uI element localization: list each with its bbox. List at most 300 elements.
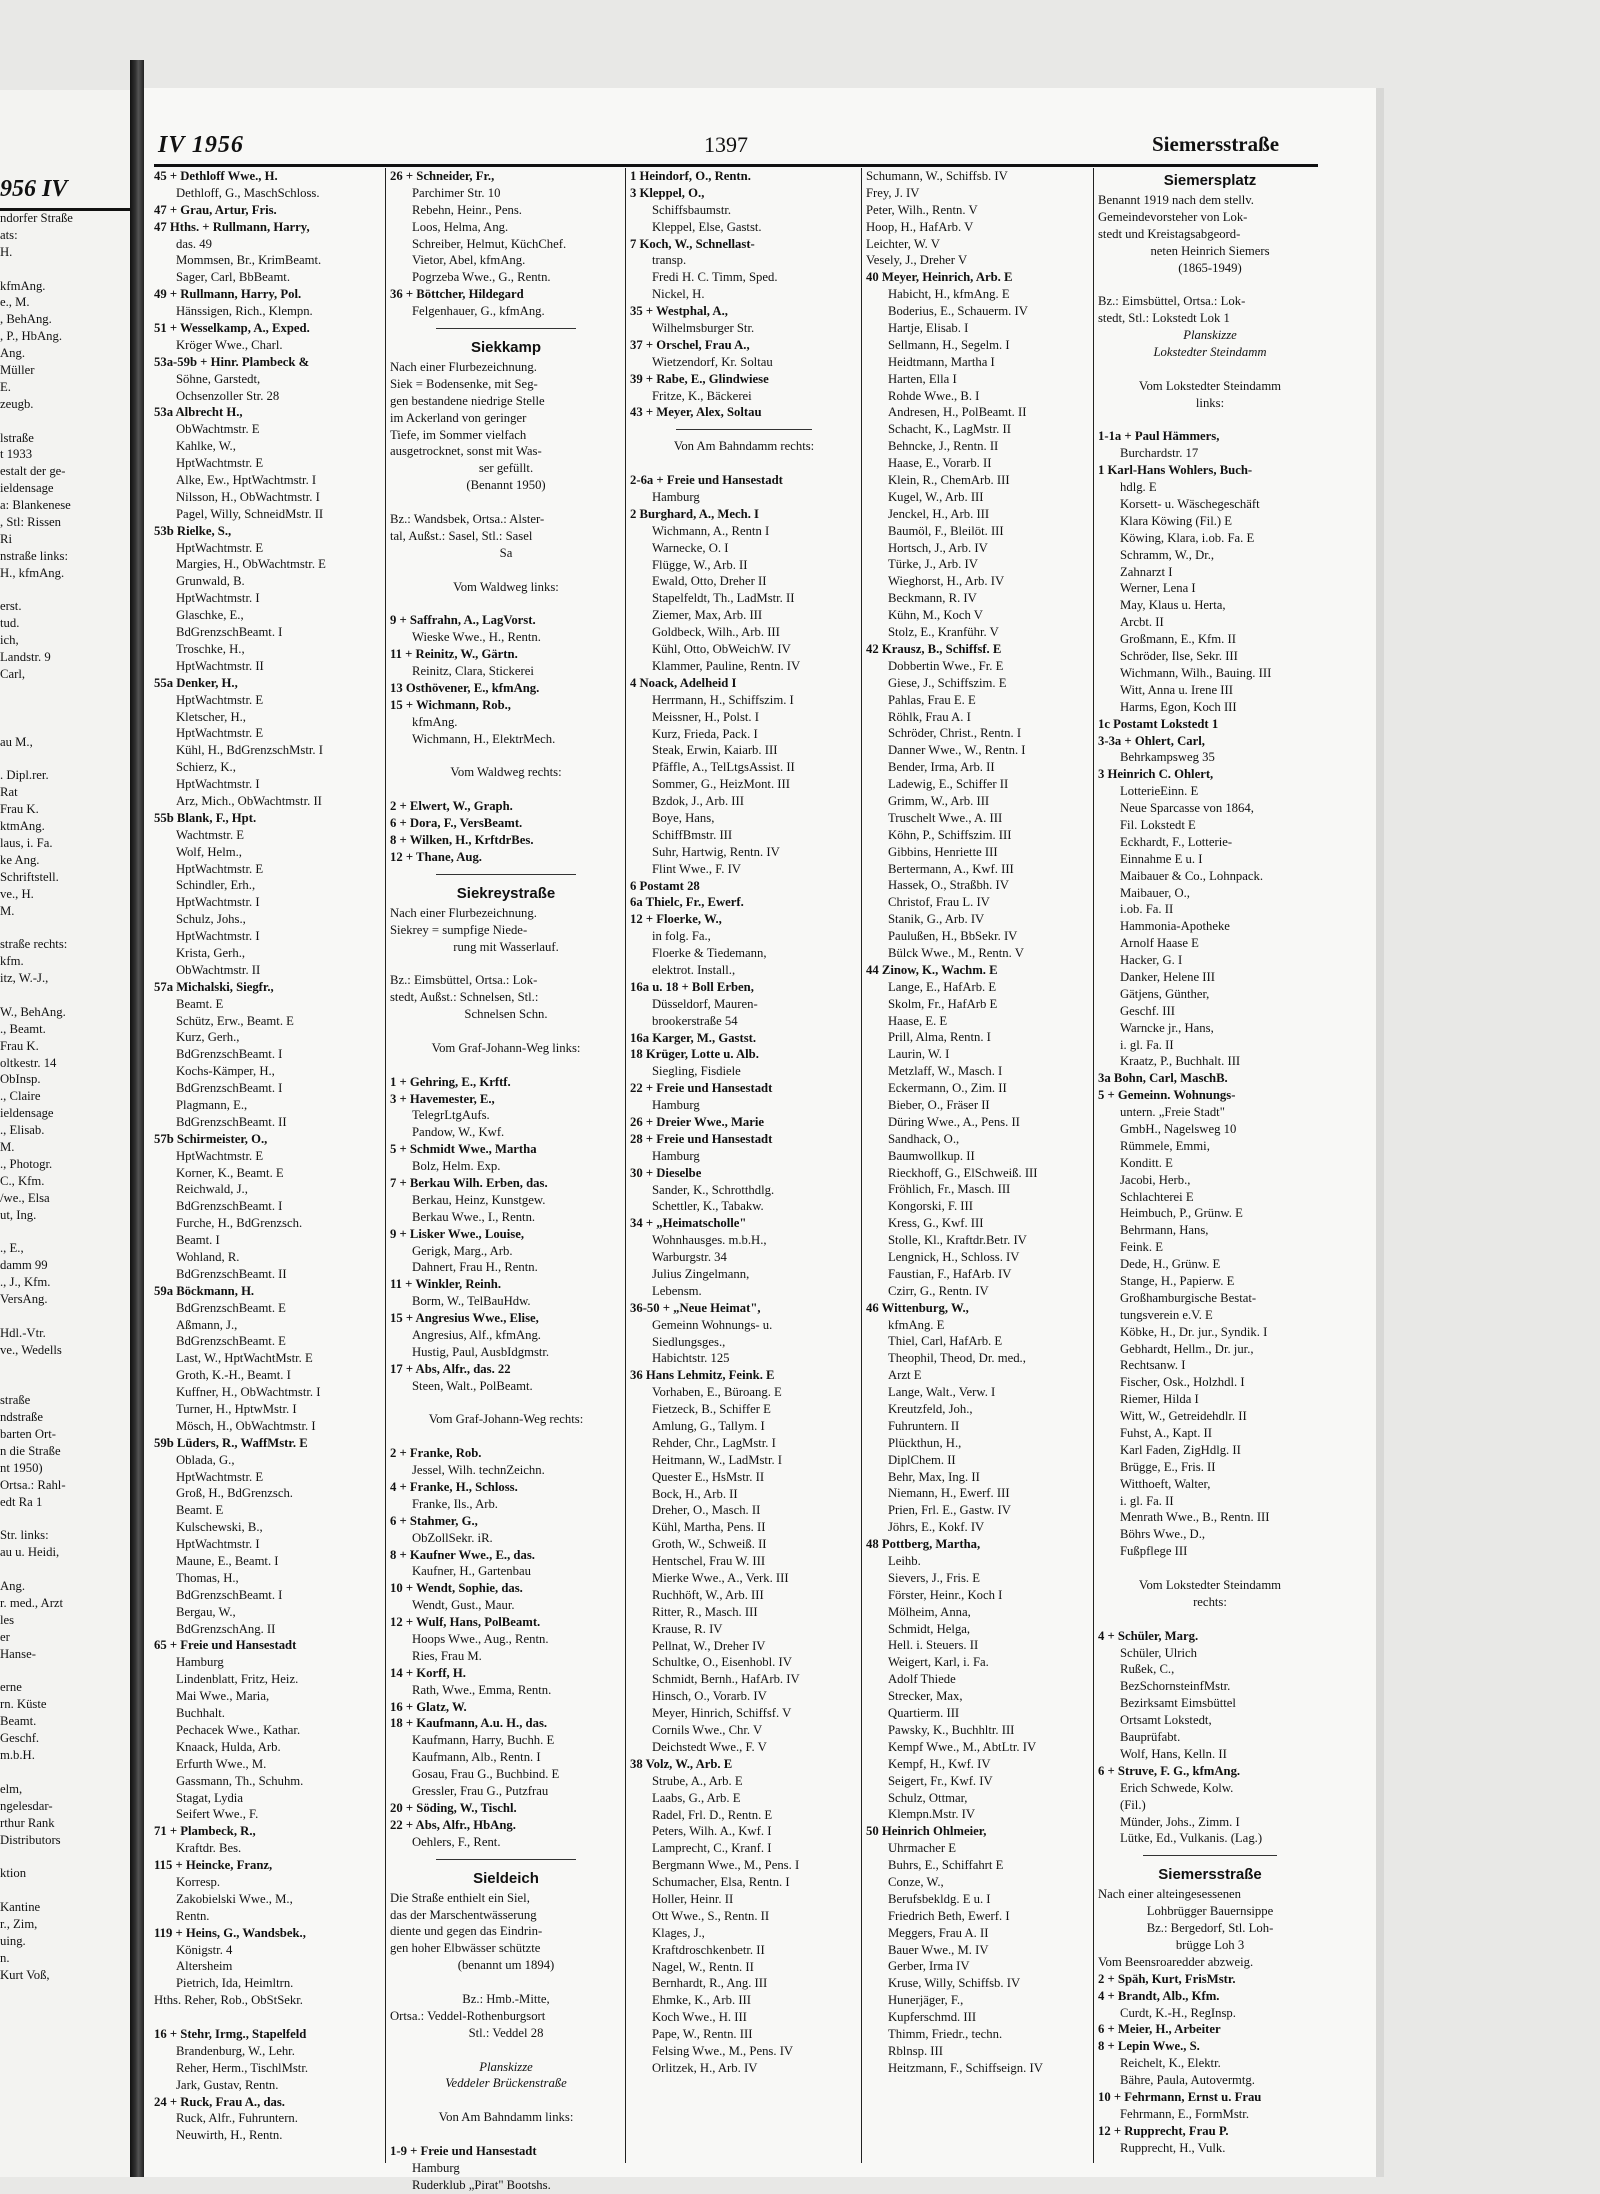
resident-line: Einnahme E u. I: [1120, 851, 1203, 866]
resident-line: Ruck, Alfr., Fuhruntern.: [176, 2111, 298, 2126]
resident-line: Riemer, Hilda I: [1120, 1392, 1199, 1407]
resident-line: Ehmke, K., Arb. III: [652, 1993, 752, 2008]
directory-entry: 38 Volz, W., Arb. E: [630, 1756, 733, 1771]
resident-line: Klages, J.,: [652, 1925, 705, 1940]
directory-entry: gen bestandene niedrige Stelle: [390, 393, 545, 408]
directory-entry: 12 + Floerke, W.,: [630, 912, 722, 927]
resident-line: LotterieEinn. E: [1120, 784, 1199, 799]
directory-entry: [390, 2126, 622, 2143]
resident-line: Grimm, W., Arb. III: [888, 793, 990, 808]
resident-line: HptWachtmstr. I: [176, 1537, 260, 1552]
page-edge: [1376, 88, 1384, 2177]
directory-entry: 2 + Franke, Rob.: [390, 1446, 482, 1461]
resident-line: Rechtsanw. I: [1120, 1358, 1186, 1373]
resident-line: Hell. i. Steuers. II: [888, 1638, 979, 1653]
previous-page-line: r., Zim,: [0, 1916, 38, 1931]
resident-line: Bergmann Wwe., M., Pens. I: [652, 1858, 800, 1873]
previous-page-line: straße: [0, 1393, 31, 1408]
directory-entry: 50 Heinrich Ohlmeier,: [866, 1824, 987, 1839]
resident-line: Pandow, W., Kwf.: [412, 1125, 505, 1140]
resident-line: Quartierm. III: [888, 1706, 960, 1721]
resident-line: Meggers, Frau A. II: [888, 1925, 989, 1940]
resident-line: Rblnsp. III: [888, 2043, 943, 2058]
directory-entry: 36-50 + „Neue Heimat",: [630, 1300, 761, 1315]
previous-page-line: erne: [0, 1680, 22, 1695]
previous-page-line: ktion: [0, 1866, 27, 1881]
resident-line: Geschf. III: [1120, 1003, 1175, 1018]
section-separator: [436, 1859, 575, 1860]
previous-page-line: au u. Heidi,: [0, 1545, 60, 1560]
resident-line: Ziemer, Max, Arb. III: [652, 608, 763, 623]
resident-line: Fuhruntern. II: [888, 1418, 960, 1433]
resident-line: Gibbins, Henriette III: [888, 844, 998, 859]
resident-line: Prill, Alma, Rentn. I: [888, 1030, 991, 1045]
resident-line: Köbke, H., Dr. jur., Syndik. I: [1120, 1324, 1268, 1339]
resident-line: HptWachtmstr. I: [176, 777, 260, 792]
resident-line: Giese, J., Schiffszim. E: [888, 675, 1007, 690]
previous-page-line: Ang.: [0, 346, 26, 361]
directory-entry: 9 + Saffrahn, A., LagVorst.: [390, 613, 536, 628]
resident-line: Seigert, Fr., Kwf. IV: [888, 1773, 993, 1788]
resident-line: Schulz, Ottmar,: [888, 1790, 968, 1805]
resident-line: Oblada, G.,: [176, 1452, 235, 1467]
section-note: ser gefüllt.: [478, 461, 534, 476]
resident-line: Radel, Frl. D., Rentn. E: [652, 1807, 773, 1822]
previous-page-line: [0, 1561, 73, 1578]
directory-entry: 3 + Havemester, E.,: [390, 1091, 495, 1106]
resident-line: Furche, H., BdGrenzsch.: [176, 1216, 303, 1231]
resident-line: HptWachtmstr. II: [176, 658, 264, 673]
resident-line: Rußek, C.,: [1120, 1662, 1175, 1677]
directory-entry: Nach einer alteingesessenen: [1098, 1887, 1242, 1902]
resident-line: Menrath Wwe., B., Rentn. III: [1120, 1510, 1270, 1525]
directory-entry: ausgetrocknet, sonst mit Was-: [390, 444, 542, 459]
previous-page-line: [0, 700, 73, 717]
directory-entry: 5 + Schmidt Wwe., Martha: [390, 1142, 537, 1157]
resident-line: Habichtstr. 125: [652, 1351, 730, 1366]
previous-page-line: [0, 1663, 73, 1680]
resident-line: Behrmann, Hans,: [1120, 1223, 1209, 1238]
resident-line: Ruderklub „Pirat" Bootshs.: [412, 2177, 551, 2192]
directory-entry: 65 + Freie und Hansestadt: [154, 1638, 297, 1653]
page-number: 1397: [704, 132, 748, 157]
resident-line: Warncke jr., Hans,: [1120, 1020, 1214, 1035]
previous-page-line: e., M.: [0, 295, 30, 310]
previous-page-line: straße rechts:: [0, 937, 68, 952]
directory-entry: Bz.: Wandsbek, Ortsa.: Alster-: [390, 512, 545, 527]
resident-line: Bertermann, A., Kwf. III: [888, 861, 1014, 876]
resident-line: Bergau, W.,: [176, 1604, 236, 1619]
directory-entry: 1-1a + Paul Hämmers,: [1098, 429, 1220, 444]
previous-page-line: laus, i. Fa.: [0, 835, 53, 850]
resident-line: Reinitz, Clara, Stickerei: [412, 664, 534, 679]
resident-line: Warburgstr. 34: [652, 1250, 727, 1265]
directory-entry: 6 Postamt 28: [630, 878, 700, 893]
previous-page-line: Hdl.-Vtr.: [0, 1325, 46, 1340]
resident-line: Kochs-Kämper, H.,: [176, 1064, 275, 1079]
resident-line: i.ob. Fa. II: [1120, 902, 1174, 917]
previous-page-line: Ortsa.: Rahl-: [0, 1477, 66, 1492]
previous-page-line: [0, 1764, 73, 1781]
directory-entry: [390, 1023, 622, 1040]
directory-entry: 37 + Orschel, Frau A.,: [630, 337, 750, 352]
column-divider: [861, 168, 862, 2163]
previous-page-line: estalt der ge-: [0, 464, 66, 479]
directory-entry: [1098, 1611, 1322, 1628]
resident-line: Schütz, Erw., Beamt. E: [176, 1013, 294, 1028]
resident-line: Adolf Thiede: [888, 1672, 956, 1687]
resident-line: Herrmann, H., Schiffszim. I: [652, 692, 794, 707]
resident-line: Stanik, G., Arb. IV: [888, 912, 985, 927]
resident-line: Buhrs, E., Schiffahrt E: [888, 1858, 1004, 1873]
resident-line: Kröger Wwe., Charl.: [176, 337, 283, 352]
resident-line: Gerigk, Marg., Arb.: [412, 1243, 513, 1258]
resident-line: Fischer, Osk., Holzhdl. I: [1120, 1375, 1245, 1390]
resident-line: Kruse, Willy, Schiffsb. IV: [888, 1976, 1021, 1991]
previous-page-line: [0, 1375, 73, 1392]
resident-line: Pagel, Willy, SchneidMstr. II: [176, 506, 324, 521]
resident-line: Rupprecht, H., Vulk.: [1120, 2140, 1226, 2155]
directory-entry: 57a Michalski, Siegfr.,: [154, 979, 274, 994]
resident-line: Schultke, O., Eisenhobl. IV: [652, 1655, 792, 1670]
previous-page-line: [0, 987, 73, 1004]
resident-line: Gätjens, Günther,: [1120, 986, 1210, 1001]
directory-entry: 4 + Brandt, Alb., Kfm.: [1098, 1988, 1220, 2003]
resident-line: Hamburg: [652, 490, 700, 505]
resident-line: Mösch, H., ObWachtmstr. I: [176, 1418, 316, 1433]
resident-line: Schulz, Johs.,: [176, 912, 246, 927]
resident-line: Kühl, Martha, Pens. II: [652, 1520, 766, 1535]
resident-line: Leihb.: [888, 1554, 921, 1569]
resident-line: Korner, K., Beamt. E: [176, 1165, 284, 1180]
previous-page-line: nt 1950): [0, 1460, 43, 1475]
directory-entry: [390, 2092, 622, 2109]
resident-line: Wolf, Hans, Kelln. II: [1120, 1746, 1227, 1761]
previous-page-line: H.: [0, 244, 13, 259]
resident-line: Wieghorst, H., Arb. IV: [888, 574, 1005, 589]
resident-line: Suhr, Hartwig, Rentn. IV: [652, 844, 780, 859]
resident-line: Wohnhausges. m.b.H.,: [652, 1233, 767, 1248]
resident-line: Hamburg: [652, 1098, 700, 1113]
directory-entry: 10 + Wendt, Sophie, das.: [390, 1581, 523, 1596]
resident-line: Goldbeck, Wilh., Arb. III: [652, 625, 780, 640]
resident-line: Dobbertin Wwe., Fr. E: [888, 658, 1004, 673]
resident-line: Münder, Johs., Zimm. I: [1120, 1814, 1240, 1829]
previous-page-line: [0, 413, 73, 430]
resident-line: Aßmann, J.,: [176, 1317, 238, 1332]
directory-page: [144, 88, 1376, 2192]
resident-line: Fehrmann, E., FormMstr.: [1120, 2106, 1249, 2121]
directory-entry: 11 + Winkler, Reinh.: [390, 1277, 501, 1292]
section-note: Vom Waldweg links:: [453, 579, 559, 594]
resident-line: Strube, A., Arb. E: [652, 1773, 743, 1788]
resident-line: Plückthun, H.,: [888, 1435, 962, 1450]
directory-entry: 59a Böckmann, H.: [154, 1283, 255, 1298]
resident-line: Maune, E., Beamt. I: [176, 1554, 279, 1569]
directory-entry: 7 Koch, W., Schnellast-: [630, 236, 755, 251]
resident-line: Bieber, O., Fräser II: [888, 1097, 990, 1112]
resident-line: Niemann, H., Ewerf. III: [888, 1486, 1010, 1501]
resident-line: Hamburg: [652, 1148, 700, 1163]
resident-line: Margies, H., ObWachtmstr. E: [176, 557, 326, 572]
directory-entry: 119 + Heins, G., Wandsbek.,: [154, 1925, 306, 1940]
directory-entry: 11 + Reinitz, W., Gärtn.: [390, 647, 518, 662]
directory-entry: 15 + Angresius Wwe., Elise,: [390, 1311, 539, 1326]
resident-line: Kaufmann, Harry, Buchh. E: [412, 1733, 555, 1748]
directory-entry: 26 + Schneider, Fr.,: [390, 169, 495, 183]
directory-entry: 22 + Abs, Alfr., HbAng.: [390, 1817, 516, 1832]
directory-entry: 45 + Dethloff Wwe., H.: [154, 169, 278, 183]
directory-entry: das der Marschentwässerung: [390, 1907, 537, 1922]
directory-entry: Siekrey = sumpfige Niede-: [390, 922, 528, 937]
resident-line: Rümmele, Emmi,: [1120, 1138, 1210, 1153]
directory-entry: 1 Heindorf, O., Rentn.: [630, 169, 751, 183]
resident-line: Schierz, K.,: [176, 760, 236, 775]
directory-entry: Frey, J. IV: [866, 185, 920, 200]
directory-entry: 3 Kleppel, O.,: [630, 185, 705, 200]
resident-line: Hunerjäger, F.,: [888, 1993, 964, 2008]
resident-line: Klara Köwing (Fil.) E: [1120, 513, 1233, 528]
resident-line: Dethloff, G., MaschSchloss.: [176, 185, 320, 200]
resident-line: Beamt. I: [176, 1233, 220, 1248]
directory-entry: Siek = Bodensenke, mit Seg-: [390, 376, 538, 391]
resident-line: Rieckhoff, G., ElSchweiß. III: [888, 1165, 1038, 1180]
resident-line: Fritze, K., Bäckerei: [652, 388, 752, 403]
resident-line: Schettler, K., Tabakw.: [652, 1199, 764, 1214]
section-note: rung mit Wasserlauf.: [453, 939, 559, 954]
resident-line: Lebensm.: [652, 1283, 702, 1298]
previous-page-line: r. med., Arzt: [0, 1596, 64, 1611]
resident-line: Köwing, Klara, i.ob. Fa. E: [1120, 530, 1255, 545]
resident-line: Sander, K., Schrotthdlg.: [652, 1182, 775, 1197]
directory-entry: Vesely, J., Dreher V: [866, 253, 968, 268]
resident-line: Stolz, E., Kranführ. V: [888, 625, 999, 640]
previous-page-line: [0, 1848, 73, 1865]
resident-line: Hassek, O., Straßbh. IV: [888, 878, 1009, 893]
resident-line: Reichelt, K., Elektr.: [1120, 2056, 1221, 2071]
previous-page-line: Ri: [0, 531, 12, 546]
previous-page-line: a: Blankenese: [0, 498, 71, 513]
resident-line: Ochsenzoller Str. 28: [176, 388, 280, 403]
resident-line: Peters, Wilh. A., Kwf. I: [652, 1824, 772, 1839]
resident-line: Korsett- u. Wäschegeschäft: [1120, 497, 1260, 512]
resident-line: Grunwald, B.: [176, 574, 245, 589]
resident-line: HptWachtmstr. E: [176, 1469, 264, 1484]
directory-entry: 3-3a + Ohlert, Carl,: [1098, 733, 1205, 748]
directory-entry: 7 + Berkau Wilh. Erben, das.: [390, 1175, 548, 1190]
resident-line: Truschelt Wwe., A. III: [888, 810, 1003, 825]
directory-entry: 42 Krausz, B., Schiffsf. E: [866, 641, 1002, 656]
directory-entry: [1098, 276, 1322, 293]
directory-entry: stedt und Kreistagsabgeord-: [1098, 226, 1241, 241]
section-note: Von Am Bahndamm links:: [438, 2110, 574, 2125]
resident-line: Troschke, H.,: [176, 641, 245, 656]
directory-entry: 59b Lüders, R., WaffMstr. E: [154, 1435, 308, 1450]
section-note: (Benannt 1950): [466, 478, 546, 493]
resident-line: Vorhaben, E., Büroang. E: [652, 1385, 782, 1400]
directory-entry: stedt, Stl.: Lokstedt Lok 1: [1098, 311, 1230, 326]
resident-line: Krause, R. IV: [652, 1621, 723, 1636]
resident-line: Jark, Gustav, Rentn.: [176, 2077, 279, 2092]
previous-page-line: Müller: [0, 363, 35, 378]
previous-page-line: nstraße links:: [0, 548, 69, 563]
previous-page-line: uing.: [0, 1933, 26, 1948]
previous-page-line: Ang.: [0, 1579, 26, 1594]
resident-line: Kaufmann, Alb., Rentn. I: [412, 1750, 541, 1765]
directory-entry: 18 + Kaufmann, A.u. H., das.: [390, 1716, 548, 1731]
street-header: Siemersstraße: [1152, 132, 1280, 156]
previous-page-line: damm 99: [0, 1258, 48, 1273]
resident-line: BdGrenzschBeamt. I: [176, 1199, 283, 1214]
directory-entry: 6 + Struve, F. G., kfmAng.: [1098, 1763, 1241, 1778]
directory-entry: Bz.: Eimsbüttel, Ortsa.: Lok-: [390, 973, 538, 988]
resident-line: hdlg. E: [1120, 480, 1157, 495]
resident-line: Warnecke, O. I: [652, 540, 729, 555]
directory-entry: 10 + Fehrmann, Ernst u. Frau: [1098, 2089, 1262, 2104]
section-separator: [676, 429, 813, 430]
previous-page-line: ObInsp.: [0, 1072, 41, 1087]
directory-entry: 9 + Lisker Wwe., Louise,: [390, 1226, 524, 1241]
directory-entry: 8 + Wilken, H., KrftdrBes.: [390, 832, 534, 847]
resident-line: Pogrzeba Wwe., G., Rentn.: [412, 270, 551, 285]
resident-line: GmbH., Nagelsweg 10: [1120, 1121, 1237, 1136]
resident-line: Kempf, H., Kwf. IV: [888, 1756, 991, 1771]
resident-line: BdGrenzschBeamt. I: [176, 1047, 283, 1062]
previous-page-line: n die Straße: [0, 1444, 61, 1459]
resident-line: Schlachterei E: [1120, 1189, 1194, 1204]
directory-entry: 16a u. 18 + Boll Erben,: [630, 979, 754, 994]
resident-line: Ewald, Otto, Dreher II: [652, 574, 767, 589]
previous-page-line: tud.: [0, 616, 20, 631]
resident-line: Deichstedt Wwe., F. V: [652, 1739, 767, 1754]
previous-page-line: ut, Ing.: [0, 1207, 37, 1222]
directory-entry: 39 + Rabe, E., Glindwiese: [630, 371, 769, 386]
section-note: Vom Lokstedter Steindamm: [1138, 1578, 1282, 1593]
column-2: [390, 168, 622, 2194]
resident-line: Dahnert, Frau H., Rentn.: [412, 1260, 538, 1275]
previous-page-line: rthur Rank: [0, 1815, 55, 1830]
previous-page-line: , P., HbAng.: [0, 329, 63, 344]
previous-page-line: Beamt.: [0, 1714, 37, 1729]
previous-page-line: Frau K.: [0, 1038, 39, 1053]
directory-entry: Nach einer Flurbezeichnung.: [390, 905, 537, 920]
resident-line: Ortsamt Lokstedt,: [1120, 1713, 1212, 1728]
resident-line: May, Klaus u. Herta,: [1120, 598, 1226, 613]
previous-page-line: , BehAng.: [0, 312, 52, 327]
previous-page-text: [0, 210, 73, 1984]
resident-line: Sandhack, O.,: [888, 1131, 960, 1146]
section-note: (benannt um 1894): [457, 1958, 555, 1973]
previous-page-line: W., BehAng.: [0, 1004, 66, 1019]
resident-line: Baumwollkup. II: [888, 1148, 975, 1163]
directory-entry: 51 + Wesselkamp, A., Exped.: [154, 321, 310, 336]
resident-line: Söhne, Garstedt,: [176, 371, 261, 386]
resident-line: Hamburg: [176, 1655, 224, 1670]
resident-line: Gemeinn Wohnungs- u.: [652, 1317, 773, 1332]
resident-line: Mommsen, Br., KrimBeamt.: [176, 253, 322, 268]
resident-line: Bülck Wwe., M., Rentn. V: [888, 945, 1024, 960]
previous-page-line: ve., H.: [0, 886, 34, 901]
resident-line: Meissner, H., Polst. I: [652, 709, 759, 724]
directory-entry: 47 Hths. + Rullmann, Harry,: [154, 219, 310, 234]
resident-line: Pahlas, Frau E. E: [888, 692, 976, 707]
resident-line: Feink. E: [1120, 1240, 1163, 1255]
resident-line: Orlitzek, H., Arb. IV: [652, 2060, 758, 2075]
directory-entry: Hths. Reher, Rob., ObStSekr.: [154, 1993, 303, 2008]
resident-line: HptWachtmstr. E: [176, 861, 264, 876]
section-note: Vom Graf-Johann-Weg links:: [431, 1040, 581, 1055]
directory-entry: 43 + Meyer, Alex, Soltau: [630, 405, 762, 420]
resident-line: Kurz, Gerh.,: [176, 1030, 240, 1045]
resident-line: Plagmann, E.,: [176, 1097, 248, 1112]
resident-line: Metzlaff, W., Masch. I: [888, 1064, 1003, 1079]
directory-entry: Schumann, W., Schiffsb. IV: [866, 169, 1008, 183]
previous-page-line: M.: [0, 1139, 15, 1154]
resident-line: ObWachtmstr. II: [176, 962, 261, 977]
resident-line: Krista, Gerh.,: [176, 945, 246, 960]
previous-page-line: ktmAng.: [0, 819, 45, 834]
directory-entry: 47 + Grau, Artur, Fris.: [154, 202, 277, 217]
section-note: (1865-1949): [1178, 260, 1242, 275]
directory-entry: 18 Krüger, Lotte u. Alb.: [630, 1047, 759, 1062]
resident-line: untern. „Freie Stadt": [1120, 1105, 1225, 1120]
street-heading: Sieldeich: [473, 1869, 539, 1887]
resident-line: Amlung, G., Tallym. I: [652, 1419, 765, 1434]
resident-line: Konditt. E: [1120, 1155, 1173, 1170]
resident-line: Schreiber, Helmut, KüchChef.: [412, 236, 567, 251]
previous-page-line: ., Elisab.: [0, 1123, 45, 1138]
resident-line: Habicht, H., kfmAng. E: [888, 287, 1010, 302]
resident-line: BdGrenzschBeamt. I: [176, 1081, 283, 1096]
resident-line: Curdt, K.-H., RegInsp.: [1120, 2005, 1236, 2020]
resident-line: Arnolf Haase E: [1120, 936, 1199, 951]
resident-line: Vietor, Abel, kfmAng.: [412, 253, 526, 268]
previous-page-line: rn. Küste: [0, 1697, 47, 1712]
resident-line: Steen, Walt., PolBeamt.: [412, 1378, 533, 1393]
resident-line: Gassmann, Th., Schuhm.: [176, 1773, 304, 1788]
resident-line: Wieske Wwe., H., Rentn.: [412, 630, 541, 645]
directory-entry: 12 + Wulf, Hans, PolBeamt.: [390, 1615, 541, 1630]
directory-entry: 4 + Schüler, Marg.: [1098, 1628, 1199, 1643]
directory-entry: diente und gegen das Eindrin-: [390, 1924, 543, 1939]
resident-line: Düring Wwe., A., Pens. II: [888, 1114, 1020, 1129]
resident-line: Siedlungsges.,: [652, 1334, 726, 1349]
previous-page-line: H., kfmAng.: [0, 565, 65, 580]
resident-line: Klein, R., ChemArb. III: [888, 473, 1010, 488]
resident-line: Werner, Lena I: [1120, 581, 1196, 596]
resident-line: Sellmann, H., Segelm. I: [888, 337, 1010, 352]
resident-line: BdGrenzschBeamt. E: [176, 1300, 286, 1315]
resident-line: Beamt. E: [176, 996, 224, 1011]
previous-page-line: . Dipl.rer.: [0, 768, 49, 783]
resident-line: HptWachtmstr. E: [176, 456, 264, 471]
previous-page-line: , Stl: Rissen: [0, 515, 61, 530]
directory-entry: 48 Pottberg, Martha,: [866, 1537, 981, 1552]
previous-page-line: C., Kfm.: [0, 1173, 45, 1188]
resident-line: Hustig, Paul, AusbIdgmstr.: [412, 1344, 550, 1359]
resident-line: Uhrmacher E: [888, 1841, 956, 1856]
directory-entry: 2 + Späh, Kurt, FrisMstr.: [1098, 1971, 1236, 1986]
section-note: Planskizze: [479, 2059, 533, 2074]
resident-line: Buchhalt.: [176, 1706, 225, 1721]
resident-line: Weigert, Karl, i. Fa.: [888, 1655, 989, 1670]
resident-line: das. 49: [176, 236, 212, 251]
resident-line: Kurz, Frieda, Pack. I: [652, 726, 758, 741]
previous-page-line: Geschf.: [0, 1731, 40, 1746]
resident-line: Klempn.Mstr. IV: [888, 1807, 976, 1822]
resident-line: Laabs, G., Arb. E: [652, 1790, 741, 1805]
resident-line: Witt, Anna u. Irene III: [1120, 682, 1233, 697]
